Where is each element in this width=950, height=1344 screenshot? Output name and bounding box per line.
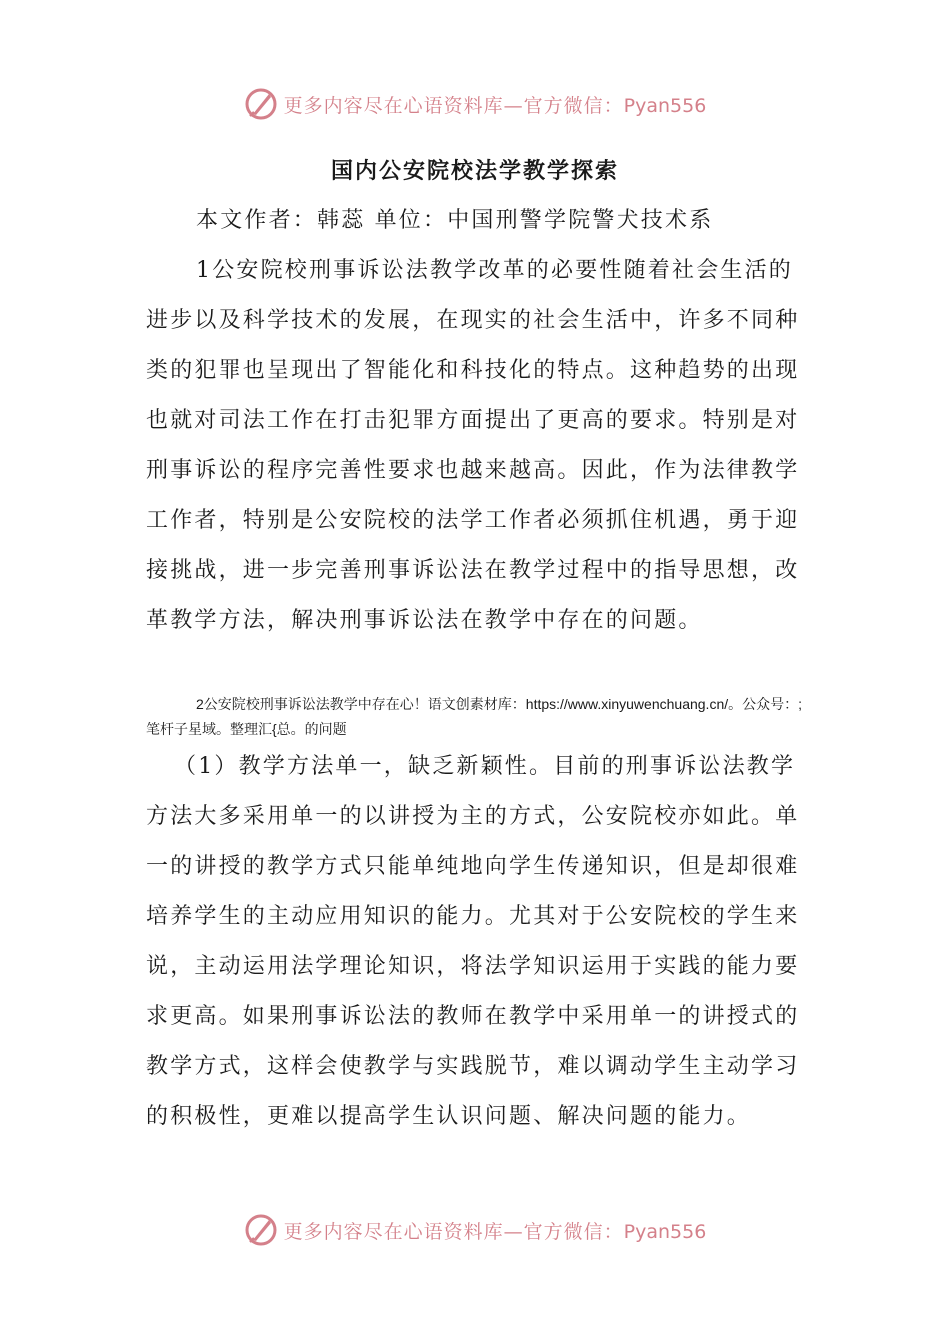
author-line: 本文作者：韩蕊 单位：中国刑警学院警犬技术系	[196, 208, 714, 233]
section-heading-note: 2公安院校刑事诉讼法教学中存在心！语文创素材库：https://www.xinyuwenchuang.cn/。公众号：;笔杆子星域。整理汇{总。的问题	[146, 696, 803, 737]
quill-logo-icon	[244, 1213, 278, 1247]
paragraph-1: 1公安院校刑事诉讼法教学改革的必要性随着社会生活的进步以及科学技术的发展，在现实的社会生活中，许多不同种类的犯罪也呈现出了智能化和科技化的特点。这种趋势的出现也就对司法工作在打击犯罪方面提出了更高的要求。特别是对刑事诉讼的程序完善性要求也越来越高。因此，作为法律教学工作者，特别是公安院校的法学工作者必须抓住机遇，勇于迎接挑战，进一步完善刑事诉讼法在教学过程中的指导思想，改革教学方法，解决刑事诉讼法在教学中存在的问题。	[146, 258, 800, 633]
banner-wechat-id: Pyan556	[623, 1220, 707, 1243]
banner-wechat-id: Pyan556	[623, 94, 707, 117]
footer-banner	[0, 1208, 950, 1252]
banner-text: 更多内容尽在心语资料库—官方微信：Pyan556	[283, 1220, 707, 1243]
paragraph-2: （1）教学方法单一，缺乏新颖性。目前的刑事诉讼法教学方法大多采用单一的以讲授为主的方式，公安院校亦如此。单一的讲授的教学方式只能单纯地向学生传递知识，但是却很难培养学生的主动应用知识的能力。尤其对于公安院校的学生来说，主动运用法学理论知识，将法学知识运用于实践的能力要求更高。如果刑事诉讼法的教师在教学中采用单一的讲授式的教学方式，这样会使教学与实践脱节，难以调动学生主动学习的积极性，更难以提高学生认识问题、解决问题的能力。	[146, 754, 800, 1129]
quill-logo-icon	[244, 87, 278, 121]
banner-text: 更多内容尽在心语资料库—官方微信：Pyan556	[283, 94, 707, 117]
header-banner	[0, 82, 950, 126]
document-title: 国内公安院校法学教学探索	[330, 159, 619, 184]
